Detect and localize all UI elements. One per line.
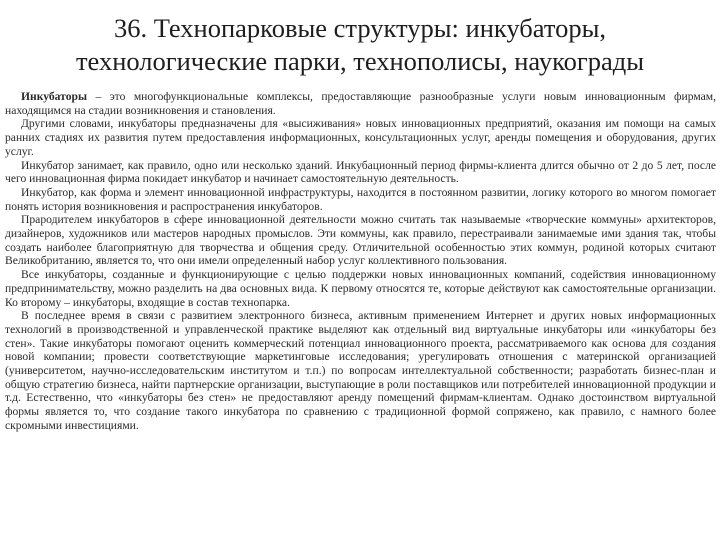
slide-title-line-2: технологические парки, технополисы, наукограды: [75, 46, 645, 76]
paragraph-text: Другими словами, инкубаторы предназначены для «высиживания» новых инновационных предприятий, оказания им помощи на самых ранних стадиях их развития путем предоставления информационных, консультационных услуг, аренды помещения и оборудования, других услуг.: [5, 117, 716, 158]
paragraph-5: [5, 213, 716, 268]
paragraph-text: – это многофункциональные комплексы, предоставляющие разнообразные услуги новым инновационным фирмам, находящимся на стадии возникновения и становления.: [5, 90, 716, 117]
paragraph-2: [5, 117, 716, 158]
paragraph-1: [5, 90, 716, 117]
slide-body: [5, 90, 716, 433]
paragraph-text: В последнее время в связи с развитием электронного бизнеса, активным применением Интернет и других новых информационных технологий в производственной и управленческой практике выделяют как отдельный вид виртуальные инкубаторы или «инкубаторы без стен». Такие инкубаторы помогают оценить коммерческий потенциал инновационного проекта, рассматриваемого как основа для создания новой компании; провести соответствующие маркетинговые исследования; урегулировать отношения с материнской организацией (университетом, научно-исследовательским институтом и т.п.) по вопросам интеллектуальной собственности; разработать бизнес-план и общую стратегию бизнеса, найти партнерские организации, выступающие в роли поставщиков или потребителей инновационной продукции и т.д. Естественно, что «инкубаторы без стен» не предоставляют аренду помещений фирмам-клиентам. Однако достоинством виртуальной формы является то, что создание такого инкубатора по сравнению с традиционной формой сопряжено, как правило, с намного более скромными инвестициями.: [5, 309, 716, 432]
paragraph-6: [5, 268, 716, 309]
slide-title-line-1: 36. Технопарковые структуры: инкубаторы,: [113, 13, 607, 43]
paragraph-4: [5, 186, 716, 213]
term-incubators: Инкубаторы: [21, 90, 87, 103]
slide-title: [20, 12, 700, 78]
paragraph-3: [5, 159, 716, 186]
paragraph-7: [5, 309, 716, 432]
paragraph-text: Инкубатор занимает, как правило, одно или несколько зданий. Инкубационный период фирмы-клиента длится обычно от 2 до 5 лет, после чего инновационная фирма покидает инкубатор и начинает самостоятельную деятельность.: [5, 158, 716, 186]
paragraph-text: Прародителем инкубаторов в сфере инновационной деятельности можно считать так называемые «творческие коммуны» архитекторов, дизайнеров, художников или мастеров народных промыслов. Эти коммуны, как правило, перестраивали занимаемые ими здания так, чтобы создать наиболее благоприятную для творчества и общения среду. Отличительной особенностью этих коммун, родиной которых считают Великобританию, является то, что они имели определенный набор услуг коллективного пользования.: [5, 213, 716, 268]
paragraph-text: Инкубатор, как форма и элемент инновационной инфраструктуры, находится в постоянном развитии, логику которого во многом помогает понять история возникновения и распространения инкубаторов.: [5, 185, 716, 213]
paragraph-text: Все инкубаторы, созданные и функционирующие с целью поддержки новых инновационных компаний, содействия инновационному предпринимательству, можно разделить на два основных вида. К первому относятся те, которые действуют как самостоятельные организации. Ко второму – инкубаторы, входящие в состав технопарка.: [5, 268, 716, 309]
